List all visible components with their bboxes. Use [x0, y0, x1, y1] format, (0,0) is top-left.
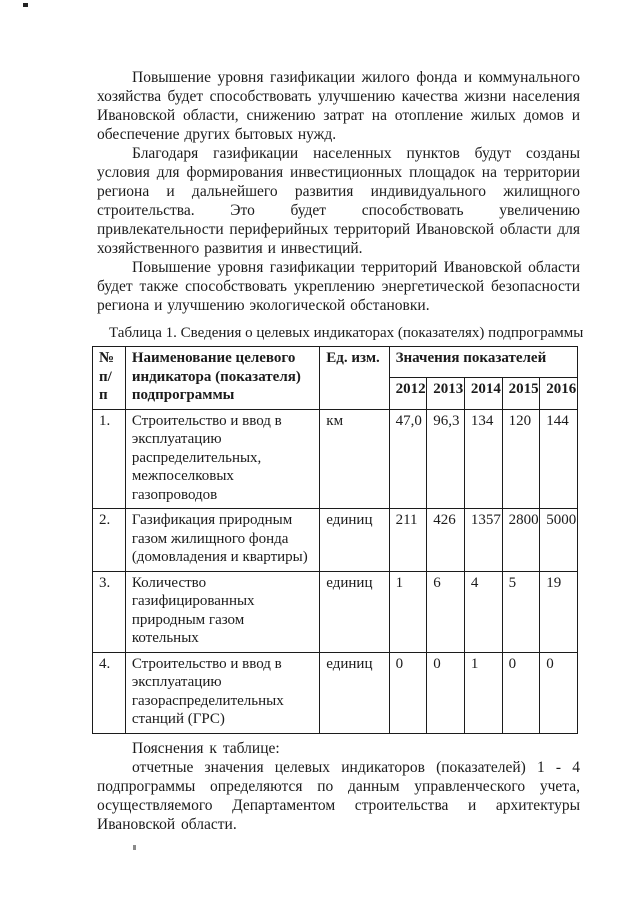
scan-artifact: [23, 3, 28, 7]
row-value-2013: 426: [427, 509, 465, 572]
row-value-2015: 0: [502, 652, 540, 733]
table-row: [93, 509, 578, 572]
table-row: [93, 652, 578, 733]
column-header-year-2014: 2014: [464, 378, 502, 409]
table-caption: Таблица 1. Сведения о целевых индикаторах (показателях) подпрограммы: [109, 325, 584, 341]
column-header-values-group: Значения показателей: [389, 347, 577, 378]
row-value-2012: 1: [389, 571, 427, 652]
indicators-table: [92, 346, 578, 734]
column-header-year-2012: 2012: [389, 378, 427, 409]
row-value-2013: 0: [427, 652, 465, 733]
row-value-2015: 5: [502, 571, 540, 652]
row-num: 4.: [93, 652, 126, 733]
row-value-2012: 0: [389, 652, 427, 733]
column-header-num: № п/п: [93, 347, 126, 410]
row-num: 1.: [93, 409, 126, 509]
row-value-2014: 134: [464, 409, 502, 509]
notes-body: отчетные значения целевых индикаторов (показателей) 1 - 4 подпрограммы определяются по данным управленческого учета, осуществляемого Департаментом строительства и архитектуры Ивановской области.: [97, 758, 580, 833]
row-num: 3.: [93, 571, 126, 652]
row-value-2015: 2800: [502, 509, 540, 572]
row-value-2013: 96,3: [427, 409, 465, 509]
document-content: [97, 68, 584, 834]
row-value-2012: 47,0: [389, 409, 427, 509]
row-indicator-name: Строительство и ввод в эксплуатацию распределительных, межпоселковых газопроводов: [125, 409, 319, 509]
row-value-2016: 144: [540, 409, 578, 509]
row-value-2012: 211: [389, 509, 427, 572]
row-indicator-name: Газификация природным газом жилищного фонда (домовладения и квартиры): [125, 509, 319, 572]
table-header-row: [93, 347, 578, 378]
table-row: [93, 409, 578, 509]
table-row: [93, 571, 578, 652]
paragraph-investment-sites: Благодаря газификации населенных пунктов будут созданы условия для формирования инвестиционных площадок на территории региона и дальнейшего развития индивидуального жилищного строительства. Это будет способствовать увеличению привлекательности периферийных территорий Ивановской области для хозяйственного развития и инвестиций.: [97, 145, 580, 257]
column-header-year-2016: 2016: [540, 378, 578, 409]
row-value-2014: 1: [464, 652, 502, 733]
row-value-2016: 5000: [540, 509, 578, 572]
column-header-year-2013: 2013: [427, 378, 465, 409]
row-indicator-name: Строительство и ввод в эксплуатацию газораспределительных станций (ГРС): [125, 652, 319, 733]
column-header-name: Наименование целевого индикатора (показателя) подпрограммы: [125, 347, 319, 410]
row-unit: единиц: [320, 571, 389, 652]
row-unit: единиц: [320, 652, 389, 733]
row-unit: единиц: [320, 509, 389, 572]
column-header-unit: Ед. изм.: [320, 347, 389, 410]
notes-title: Пояснения к таблице:: [132, 739, 280, 757]
row-num: 2.: [93, 509, 126, 572]
row-indicator-name: Количество газифицированных природным газом котельных: [125, 571, 319, 652]
row-value-2014: 1357: [464, 509, 502, 572]
table-notes: [97, 739, 580, 834]
paragraph-gasification-benefits: Повышение уровня газификации жилого фонда и коммунального хозяйства будет способствовать улучшению качества жизни населения Ивановской области, снижению затрат на отопление жилых домов и обеспечение других бытовых нужд.: [97, 69, 580, 143]
row-value-2015: 120: [502, 409, 540, 509]
paragraph-energy-security: Повышение уровня газификации территорий Ивановской области будет также способствовать укреплению энергетической безопасности региона и улучшению экологической обстановки.: [97, 259, 580, 314]
column-header-year-2015: 2015: [502, 378, 540, 409]
row-value-2014: 4: [464, 571, 502, 652]
scan-artifact: [133, 845, 136, 850]
row-value-2016: 0: [540, 652, 578, 733]
row-value-2013: 6: [427, 571, 465, 652]
row-unit: км: [320, 409, 389, 509]
row-value-2016: 19: [540, 571, 578, 652]
